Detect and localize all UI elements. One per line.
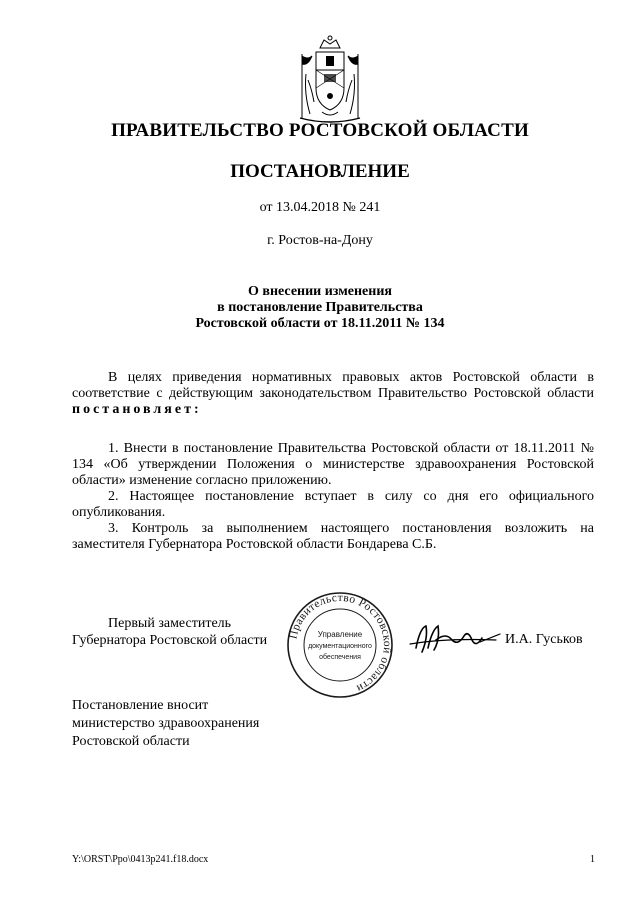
subject-line-1: О внесении изменения	[248, 284, 392, 299]
document-city: г. Ростов-на-Дону	[267, 233, 373, 248]
preamble-paragraph	[72, 370, 594, 418]
signatory-position	[72, 615, 268, 649]
subject-line-2: в постановление Правительства	[217, 300, 423, 315]
introducer-line-1: Постановление вносит	[72, 698, 209, 713]
stamp-inner-line-3: обеспечения	[319, 654, 361, 661]
preamble-text: В целях приведения нормативных правовых актов Ростовской области в соответствие с действующим законодательством Правительство Ростовской области	[72, 370, 594, 401]
decree-keyword: постановляет:	[72, 402, 202, 417]
coat-of-arms-emblem	[294, 34, 366, 126]
introducer-block	[72, 697, 259, 751]
position-line-1: Первый заместитель	[108, 616, 232, 631]
decree-items	[72, 441, 594, 553]
handwritten-signature	[406, 618, 504, 658]
document-subject	[0, 284, 640, 332]
decree-item-2: 2. Настоящее постановление вступает в силу со дня его официального опубликования.	[72, 489, 594, 520]
organization-title: ПРАВИТЕЛЬСТВО РОСТОВСКОЙ ОБЛАСТИ	[111, 120, 529, 141]
signatory-name: И.А. Гуськов	[505, 632, 583, 647]
position-line-2: Губернатора Ростовской области	[72, 633, 268, 648]
stamp-inner-line-1: Управление	[317, 630, 363, 639]
stamp-ring-text: Правительство Ростовской области	[287, 591, 394, 695]
stamp-inner-line-2: документационного	[308, 643, 372, 650]
introducer-line-2: министерство здравоохранения	[72, 716, 260, 731]
decree-item-3: 3. Контроль за выполнением настоящего постановления возложить на заместителя Губернатора Ростовской области Бондарева С.Б.	[72, 521, 594, 552]
official-stamp	[280, 591, 400, 699]
page-number: 1	[590, 854, 595, 865]
document-type-title: ПОСТАНОВЛЕНИЕ	[230, 161, 410, 182]
footer-file-path: Y:\ORST\Ppo\0413p241.f18.docx	[72, 854, 209, 865]
document-date-number: от 13.04.2018 № 241	[259, 200, 381, 215]
introducer-line-3: Ростовской области	[72, 734, 190, 749]
decree-item-1: 1. Внести в постановление Правительства Ростовской области от 18.11.2011 № 134 «Об утверждении Положения о министерстве здравоохранения Ростовской области» изменение согласно приложению.	[72, 441, 594, 488]
subject-line-3: Ростовской области от 18.11.2011 № 134	[195, 316, 445, 331]
